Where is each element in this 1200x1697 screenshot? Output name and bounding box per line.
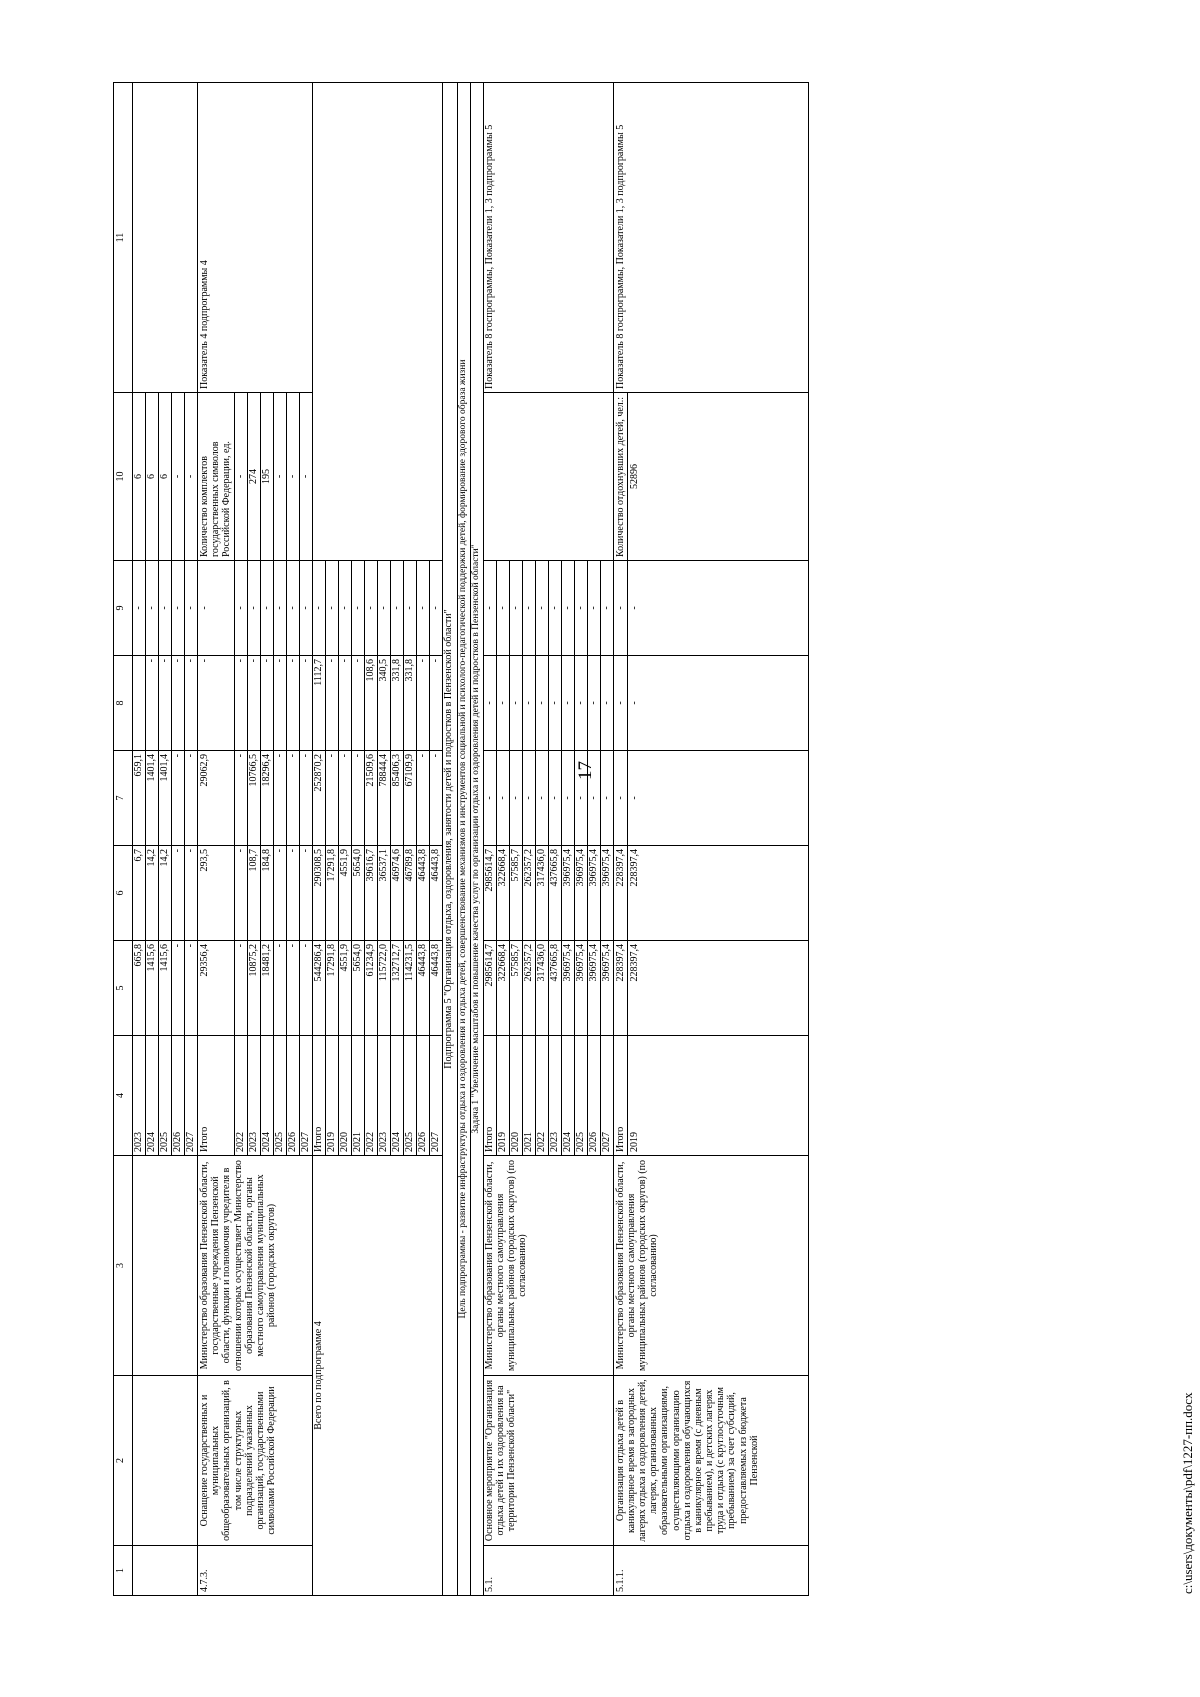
value-cell: -	[548, 656, 561, 751]
year-cell: 2024	[561, 1036, 574, 1156]
column-numbers-row	[114, 83, 133, 1596]
value-cell: 14,2	[146, 846, 159, 941]
value-cell: -	[377, 561, 390, 656]
indicator-value: 52896	[627, 393, 808, 561]
value-cell: 396975,4	[574, 846, 587, 941]
year-cell: 2020	[509, 1036, 522, 1156]
value-cell: 29356,4	[198, 941, 235, 1036]
value-cell: -	[185, 846, 198, 941]
value-cell: -	[613, 561, 627, 656]
value-cell: -	[574, 561, 587, 656]
value-cell: -	[247, 656, 260, 751]
value-cell: 57585,7	[509, 941, 522, 1036]
value-cell: -	[364, 561, 377, 656]
year-cell: 2019	[325, 1036, 338, 1156]
value-cell: 132712,7	[390, 941, 403, 1036]
value-cell: -	[561, 656, 574, 751]
value-cell: 228397,4	[613, 941, 627, 1036]
value-cell: -	[535, 656, 548, 751]
value-cell: -	[312, 561, 325, 656]
value-cell: 331,8	[390, 656, 403, 751]
value-cell: -	[548, 751, 561, 846]
value-cell: 85406,3	[390, 751, 403, 846]
value-cell: 252870,2	[312, 751, 325, 846]
value-cell: -	[496, 751, 509, 846]
cell-empty	[133, 1376, 198, 1546]
column-number: 5	[114, 941, 133, 1036]
indicator-value: -	[185, 393, 198, 561]
year-cell: 2024	[146, 1036, 159, 1156]
value-cell: -	[483, 656, 496, 751]
indicator-ref: Показатель 8 госпрограммы, Показатели 1, 3 подпрограммы 5	[613, 83, 808, 393]
year-cell: 2022	[234, 1036, 247, 1156]
value-cell: -	[390, 561, 403, 656]
value-cell: 67109,9	[403, 751, 416, 846]
year-cell: 2023	[247, 1036, 260, 1156]
total-label: Итого	[613, 1036, 627, 1156]
value-cell: 322668,4	[496, 846, 509, 941]
value-cell	[133, 656, 146, 751]
table-row	[483, 83, 496, 1596]
value-cell: -	[299, 751, 312, 846]
value-cell: -	[351, 656, 364, 751]
value-cell: -	[198, 561, 235, 656]
executor: Министерство образования Пензенской области, органы местного самоуправления муниципальных районов (городских округов) (по согласованию)	[613, 1156, 808, 1376]
value-cell: -	[338, 751, 351, 846]
year-cell: 2025	[273, 1036, 286, 1156]
row-code: 5.1.	[483, 1546, 613, 1596]
subprogram-total-label: Всего по подпрограмме 4	[312, 1156, 442, 1596]
value-cell: 396975,4	[587, 846, 600, 941]
value-cell: -	[548, 561, 561, 656]
indicator-name: Количество отдохнувших детей, чел.:	[613, 393, 627, 561]
value-cell: 46443,8	[429, 941, 442, 1036]
value-cell: 1401,4	[146, 751, 159, 846]
value-cell: -	[172, 561, 185, 656]
table-row	[613, 83, 627, 1596]
total-label: Итого	[198, 1036, 235, 1156]
table-row	[470, 83, 483, 1596]
value-cell: -	[159, 561, 172, 656]
value-cell: -	[613, 751, 627, 846]
value-cell: -	[273, 941, 286, 1036]
indicator-value: 274	[247, 393, 260, 561]
indicator-value: -	[172, 393, 185, 561]
value-cell: -	[522, 656, 535, 751]
value-cell: 331,8	[403, 656, 416, 751]
value-cell: 1112,7	[312, 656, 325, 751]
cell-empty	[133, 1156, 198, 1376]
value-cell: -	[338, 656, 351, 751]
value-cell: -	[483, 561, 496, 656]
column-number: 2	[114, 1376, 133, 1546]
year-cell: 2020	[338, 1036, 351, 1156]
value-cell: -	[185, 751, 198, 846]
value-cell: 396975,4	[600, 846, 613, 941]
table-row	[457, 83, 470, 1596]
value-cell: -	[198, 656, 235, 751]
column-number: 3	[114, 1156, 133, 1376]
year-cell: 2025	[403, 1036, 416, 1156]
file-path-footer: c:\users\документы\pdf\1227-пп.docx	[1180, 1392, 1195, 1594]
rotated-table-area	[113, 83, 1088, 1596]
page-number: 17	[575, 761, 596, 780]
value-cell: -	[146, 656, 159, 751]
value-cell: 290308,5	[312, 846, 325, 941]
value-cell: 108,6	[364, 656, 377, 751]
value-cell: 61234,9	[364, 941, 377, 1036]
value-cell: 437665,8	[548, 846, 561, 941]
year-cell: 2019	[627, 1036, 808, 1156]
value-cell: 39616,7	[364, 846, 377, 941]
row-code: 4.7.3.	[198, 1546, 313, 1596]
indicator-ref: Показатель 4 подпрограммы 4	[198, 83, 313, 393]
value-cell: 46974,6	[390, 846, 403, 941]
indicator-value: 6	[133, 393, 146, 561]
value-cell: 114231,5	[403, 941, 416, 1036]
year-cell: 2026	[416, 1036, 429, 1156]
value-cell: 340,5	[377, 656, 390, 751]
cell-empty	[483, 393, 613, 561]
year-cell: 2027	[299, 1036, 312, 1156]
column-number: 11	[114, 83, 133, 393]
value-cell: -	[273, 751, 286, 846]
value-cell: 228397,4	[627, 846, 808, 941]
value-cell: 293,5	[198, 846, 235, 941]
value-cell: 5654,0	[351, 846, 364, 941]
value-cell: 18481,2	[260, 941, 273, 1036]
value-cell: 396975,4	[600, 941, 613, 1036]
year-cell: 2021	[351, 1036, 364, 1156]
value-cell: -	[299, 656, 312, 751]
executor: Министерство образования Пензенской области, государственные учреждения Пензенской области, функции и полномочия учредителя в отношении которых осуществляет Министерство образования Пензенской области, органы местного самоуправления муниципальных районов (городских округов)	[198, 1156, 313, 1376]
value-cell: -	[286, 656, 299, 751]
column-number: 10	[114, 393, 133, 561]
year-cell: 2027	[185, 1036, 198, 1156]
year-cell: 2023	[133, 1036, 146, 1156]
value-cell: -	[600, 751, 613, 846]
value-cell: 1401,4	[159, 751, 172, 846]
value-cell: 46443,8	[416, 846, 429, 941]
value-cell: 4551,9	[338, 846, 351, 941]
value-cell: 1415,6	[159, 941, 172, 1036]
value-cell: -	[299, 941, 312, 1036]
value-cell: 184,8	[260, 846, 273, 941]
value-cell: -	[247, 561, 260, 656]
value-cell: 5654,0	[351, 941, 364, 1036]
value-cell: -	[600, 561, 613, 656]
value-cell: 665,8	[133, 941, 146, 1036]
table-row	[133, 83, 146, 1596]
value-cell: -	[234, 561, 247, 656]
value-cell: -	[535, 561, 548, 656]
row-code: 5.1.1.	[613, 1546, 808, 1596]
activity-name: Оснащение государственных и муниципальных общеобразовательных организаций, в том числе структурных подразделений указанных организаций, государственными символами Российской Федерации	[198, 1376, 313, 1546]
value-cell: 4551,9	[338, 941, 351, 1036]
value-cell: -	[338, 561, 351, 656]
value-cell: -	[509, 656, 522, 751]
value-cell: 396975,4	[587, 941, 600, 1036]
year-cell: 2026	[286, 1036, 299, 1156]
value-cell: -	[627, 561, 808, 656]
value-cell: -	[325, 656, 338, 751]
value-cell: 2985614,7	[483, 846, 496, 941]
value-cell: 57585,7	[509, 846, 522, 941]
column-number: 7	[114, 751, 133, 846]
indicator-value: -	[273, 393, 286, 561]
value-cell: -	[561, 751, 574, 846]
value-cell: -	[185, 656, 198, 751]
value-cell: -	[273, 561, 286, 656]
value-cell: -	[416, 751, 429, 846]
indicator-value: 6	[146, 393, 159, 561]
year-cell: 2022	[364, 1036, 377, 1156]
value-cell: -	[146, 561, 159, 656]
value-cell: -	[234, 751, 247, 846]
value-cell: -	[496, 656, 509, 751]
value-cell: -	[600, 656, 613, 751]
value-cell: -	[574, 656, 587, 751]
value-cell: 78844,4	[377, 751, 390, 846]
value-cell: 6,7	[133, 846, 146, 941]
cell-empty	[133, 83, 198, 393]
value-cell: -	[172, 941, 185, 1036]
value-cell: -	[273, 656, 286, 751]
value-cell: 228397,4	[613, 846, 627, 941]
value-cell: -	[574, 751, 587, 846]
value-cell: 115722,0	[377, 941, 390, 1036]
value-cell: 1415,6	[146, 941, 159, 1036]
column-number: 8	[114, 656, 133, 751]
value-cell: -	[286, 846, 299, 941]
value-cell: -	[325, 751, 338, 846]
value-cell: 544286,4	[312, 941, 325, 1036]
indicator-ref: Показатель 8 госпрограммы, Показатели 1, 3 подпрограммы 5	[483, 83, 613, 393]
activity-name: Основное мероприятие "Организация отдыха детей и их оздоровления на территории Пензенской области"	[483, 1376, 613, 1546]
subprogram-task: Задача 1 "Увеличение масштабов и повышение качества услуг по организации отдыха и оздоровления детей и подростков в Пензенской области"	[470, 83, 483, 1596]
value-cell: 10766,5	[247, 751, 260, 846]
value-cell: 18296,4	[260, 751, 273, 846]
year-cell: 2023	[548, 1036, 561, 1156]
value-cell: 659,1	[133, 751, 146, 846]
value-cell: -	[613, 656, 627, 751]
value-cell: -	[351, 561, 364, 656]
executor: Министерство образования Пензенской области, органы местного самоуправления муниципальных районов (городских округов) (по согласованию)	[483, 1156, 613, 1376]
column-number: 9	[114, 561, 133, 656]
value-cell: -	[133, 561, 146, 656]
value-cell: -	[234, 656, 247, 751]
value-cell: 46789,8	[403, 846, 416, 941]
year-cell: 2027	[600, 1036, 613, 1156]
value-cell: -	[351, 751, 364, 846]
value-cell: 46443,8	[429, 846, 442, 941]
value-cell: 2985614,7	[483, 941, 496, 1036]
value-cell: -	[185, 941, 198, 1036]
value-cell: 262357,2	[522, 846, 535, 941]
value-cell: -	[403, 561, 416, 656]
value-cell: -	[627, 751, 808, 846]
value-cell: -	[522, 751, 535, 846]
table-row	[198, 83, 235, 1596]
value-cell: 17291,8	[325, 941, 338, 1036]
year-cell: 2022	[535, 1036, 548, 1156]
year-cell: 2025	[159, 1036, 172, 1156]
value-cell: -	[483, 751, 496, 846]
value-cell: -	[496, 561, 509, 656]
value-cell: 21509,6	[364, 751, 377, 846]
value-cell: -	[509, 751, 522, 846]
year-cell: 2024	[260, 1036, 273, 1156]
indicator-value: 6	[159, 393, 172, 561]
indicator-value: -	[299, 393, 312, 561]
indicator-value: 195	[260, 393, 273, 561]
value-cell: -	[159, 656, 172, 751]
value-cell: -	[587, 561, 600, 656]
year-cell: 2026	[587, 1036, 600, 1156]
total-label: Итого	[483, 1036, 496, 1156]
year-cell: 2026	[172, 1036, 185, 1156]
value-cell: -	[587, 656, 600, 751]
value-cell: 17291,8	[325, 846, 338, 941]
value-cell: 322668,4	[496, 941, 509, 1036]
year-cell: 2023	[377, 1036, 390, 1156]
value-cell: 437665,8	[548, 941, 561, 1036]
value-cell: -	[587, 751, 600, 846]
value-cell: -	[535, 751, 548, 846]
value-cell: 10875,2	[247, 941, 260, 1036]
year-cell: 2025	[574, 1036, 587, 1156]
year-cell: 2021	[522, 1036, 535, 1156]
value-cell: -	[416, 656, 429, 751]
subprogram-title: Подпрограмма 5 "Организация отдыха, оздоровления, занятости детей и подростков в Пензенской области"	[442, 83, 457, 1596]
cell-empty	[312, 83, 442, 561]
table-row	[312, 83, 325, 1596]
value-cell: -	[260, 561, 273, 656]
value-cell: 29062,9	[198, 751, 235, 846]
value-cell: -	[172, 751, 185, 846]
value-cell: 46443,8	[416, 941, 429, 1036]
column-number: 4	[114, 1036, 133, 1156]
activity-name: Организация отдыха детей в каникулярное время в загородных лагерях отдыха и оздоровления детей, лагерях, организованных образовательными организациями, осуществляющими организацию отдыха и оздоровления обучающихся в каникулярное время (с дневным пребыванием), и детских лагерях труда и отдыха (с круглосуточным пребыванием) за счет субсидий, предоставляемых из бюджета Пензенской	[613, 1376, 808, 1546]
value-cell: 14,2	[159, 846, 172, 941]
program-table	[113, 82, 809, 1596]
value-cell: -	[185, 561, 198, 656]
value-cell: -	[627, 656, 808, 751]
value-cell: -	[286, 561, 299, 656]
value-cell: 396975,4	[561, 846, 574, 941]
table-row	[442, 83, 457, 1596]
indicator-value: -	[234, 393, 247, 561]
value-cell: -	[273, 846, 286, 941]
value-cell: -	[429, 656, 442, 751]
total-label: Итого	[312, 1036, 325, 1156]
value-cell: -	[260, 656, 273, 751]
value-cell: -	[234, 846, 247, 941]
value-cell: -	[429, 751, 442, 846]
indicator-value: -	[286, 393, 299, 561]
year-cell: 2027	[429, 1036, 442, 1156]
subprogram-goal: Цель подпрограммы - развитие инфраструктуры отдыха и оздоровления и отдыха детей, совершенствование механизмов и инструментов социальной и психолого-педагогической поддержки детей, формирование здорового образа жизни	[457, 83, 470, 1596]
value-cell: 317436,0	[535, 941, 548, 1036]
value-cell: 228397,4	[627, 941, 808, 1036]
value-cell: 396975,4	[574, 941, 587, 1036]
indicator-name: Количество комплектов государственных символов Российской Федерации, ед.	[198, 393, 235, 561]
value-cell: -	[522, 561, 535, 656]
cell-empty	[133, 1546, 198, 1596]
value-cell: -	[509, 561, 522, 656]
value-cell: -	[286, 751, 299, 846]
value-cell: -	[416, 561, 429, 656]
value-cell: -	[286, 941, 299, 1036]
year-cell: 2019	[496, 1036, 509, 1156]
value-cell: -	[561, 561, 574, 656]
column-number: 1	[114, 1546, 133, 1596]
value-cell: -	[234, 941, 247, 1036]
value-cell: -	[299, 846, 312, 941]
value-cell: 262357,2	[522, 941, 535, 1036]
value-cell: -	[299, 561, 312, 656]
value-cell: -	[172, 656, 185, 751]
value-cell: 396975,4	[561, 941, 574, 1036]
column-number: 6	[114, 846, 133, 941]
value-cell: -	[172, 846, 185, 941]
value-cell: 108,7	[247, 846, 260, 941]
year-cell: 2024	[390, 1036, 403, 1156]
value-cell: -	[325, 561, 338, 656]
value-cell: -	[429, 561, 442, 656]
value-cell: 36537,1	[377, 846, 390, 941]
value-cell: 317436,0	[535, 846, 548, 941]
